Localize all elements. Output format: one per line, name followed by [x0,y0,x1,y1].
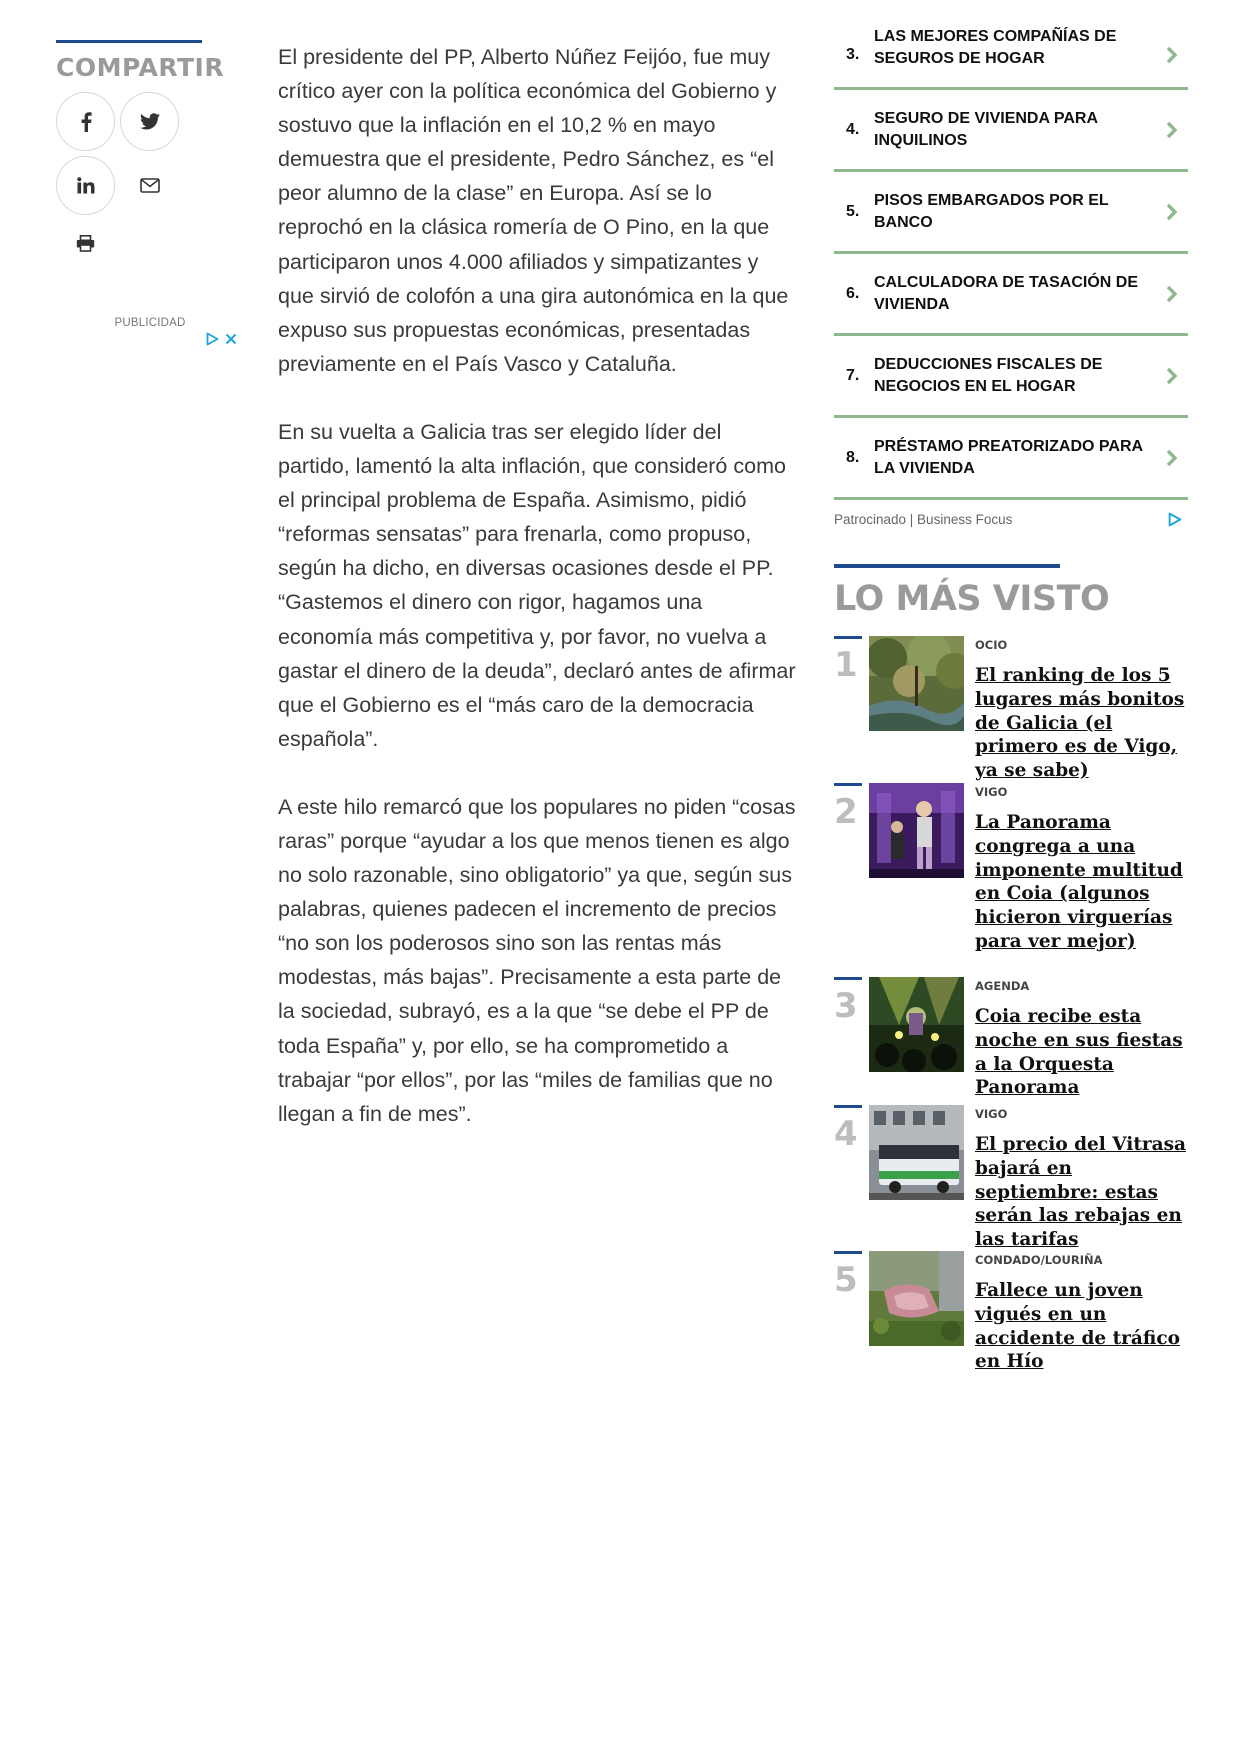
most-viewed-headline-link[interactable]: Coia recibe esta noche en sus fiestas a la Orquesta Panorama [975,1006,1183,1099]
chevron-right-icon [1166,367,1178,385]
linkedin-icon [77,177,95,194]
ad-choices[interactable] [206,332,237,346]
article-category[interactable]: AGENDA [975,979,1030,993]
facebook-share-button[interactable] [56,92,115,151]
email-share-button[interactable] [120,156,179,215]
sponsored-item-label: LAS MEJORES COMPAÑÍAS DE SEGUROS DE HOGAR [874,27,1117,67]
sponsored-item[interactable] [834,22,1188,90]
adchoices-icon[interactable] [206,332,219,346]
sponsored-item-label: PISOS EMBARGADOS POR EL BANCO [874,191,1109,231]
print-button[interactable] [56,223,115,263]
facebook-icon [80,112,92,132]
sponsored-item-number: 3. [846,45,860,63]
close-ad-icon[interactable] [225,333,237,345]
rank-number: 2 [834,792,858,832]
sponsored-item-number: 7. [846,366,860,384]
article-paragraph: A este hilo remarcó que los populares no piden “cosas raras” porque “ayudar a los que menos tienen es algo no solo razonable, sino obligatorio” ya que, según sus palabras, quienes padecen el incremento de precios “no son los poderosos sino son las rentas más modestas, más bajas”. Precisamente a esta parte de la sociedad, subrayó, es a la que “se debe el PP de toda España” y, por ello, se ha comprometido a trabajar “por ellos”, por las “miles de familias que no llegan a fin de mes”. [278,794,796,1126]
sponsored-item-label: CALCULADORA DE TASACIÓN DE VIVIENDA [874,273,1138,313]
twitter-icon [140,113,160,130]
sponsored-item-number: 4. [846,120,860,138]
sponsored-item-number: 6. [846,284,860,302]
chevron-right-icon [1166,46,1178,64]
sponsored-item-label: PRÉSTAMO PREATORIZADO PARA LA VIVIENDA [874,437,1143,477]
print-icon [76,235,95,252]
share-panel [56,40,246,263]
linkedin-share-button[interactable] [56,156,115,215]
twitter-share-button[interactable] [120,92,179,151]
article-body [278,40,798,1165]
thumbnail-image[interactable] [869,783,964,878]
sponsored-item-number: 5. [846,202,860,220]
sponsored-item-label: SEGURO DE VIVIENDA PARA INQUILINOS [874,109,1098,149]
article-category[interactable]: VIGO [975,785,1008,799]
most-viewed-divider [834,564,1060,568]
sponsored-item-number: 8. [846,448,860,466]
rank-number: 5 [834,1260,858,1300]
most-viewed-title: LO MÁS VISTO [834,579,1110,619]
email-icon [140,178,160,193]
most-viewed-headline-link[interactable]: El precio del Vitrasa bajará en septiembre: estas serán las rebajas en las tarifas [975,1134,1187,1251]
article-category[interactable]: VIGO [975,1107,1008,1121]
sponsored-item[interactable] [834,336,1188,418]
article-paragraph: En su vuelta a Galicia tras ser elegido líder del partido, lamentó la alta inflación, que consideró como el principal problema de España. Asimismo, pidió “reformas sensatas” para frenarla, como propuso, según ha dicho, en diversas ocasiones desde el PP. “Gastemos el dinero con rigor, hagamos una economía más competitiva y, por favor, no vuelva a gastar el dinero de la deuda”, declaró antes de afirmar que el Gobierno es el “más caro de la democracia española”. [278,419,796,751]
adchoices-icon[interactable] [1168,512,1182,527]
chevron-right-icon [1166,285,1178,303]
most-viewed-panel [834,564,1194,1373]
share-divider [56,40,202,43]
rank-number: 4 [834,1114,858,1154]
article-category[interactable]: OCIO [975,638,1008,652]
most-viewed-headline-link[interactable]: Fallece un joven vigués en un accidente de tráfico en Hío [975,1280,1180,1373]
chevron-right-icon [1166,449,1178,467]
thumbnail-image[interactable] [869,636,964,731]
rank-number: 1 [834,645,858,685]
rank-number: 3 [834,986,858,1026]
sponsored-search-list [834,22,1188,527]
sponsored-source[interactable]: Patrocinado | Business Focus [834,512,1013,527]
thumbnail-image[interactable] [869,1105,964,1200]
share-title: COMPARTIR [56,53,225,82]
sponsored-item[interactable] [834,172,1188,254]
most-viewed-headline-link[interactable]: La Panorama congrega a una imponente multitud en Coia (algunos hicieron virguerías para ver mejor) [975,812,1183,952]
chevron-right-icon [1166,121,1178,139]
article-category[interactable]: CONDADO/LOURIÑA [975,1253,1103,1267]
sponsored-item[interactable] [834,90,1188,172]
sponsored-item[interactable] [834,418,1188,500]
sponsored-item-label: DEDUCCIONES FISCALES DE NEGOCIOS EN EL HOGAR [874,355,1103,395]
chevron-right-icon [1166,203,1178,221]
thumbnail-image[interactable] [869,977,964,1072]
thumbnail-image[interactable] [869,1251,964,1346]
ad-label: PUBLICIDAD [114,317,186,329]
sponsored-item[interactable] [834,254,1188,336]
most-viewed-headline-link[interactable]: El ranking de los 5 lugares más bonitos de Galicia (el primero es de Vigo, ya se sabe) [975,665,1185,782]
article-paragraph: El presidente del PP, Alberto Núñez Feijóo, fue muy crítico ayer con la política económica del Gobierno y sostuvo que la inflación en el 10,2 % en mayo demuestra que el presidente, Pedro Sánchez, es “el peor alumno de la clase” en Europa. Así se lo reprochó en la clásica romería de O Pino, en la que participaron unos 4.000 afiliados y simpatizantes y que sirvió de colofón a una gira autonómica en la que expuso sus propuestas económicas, presentadas previamente en el País Vasco y Cataluña. [278,45,789,376]
